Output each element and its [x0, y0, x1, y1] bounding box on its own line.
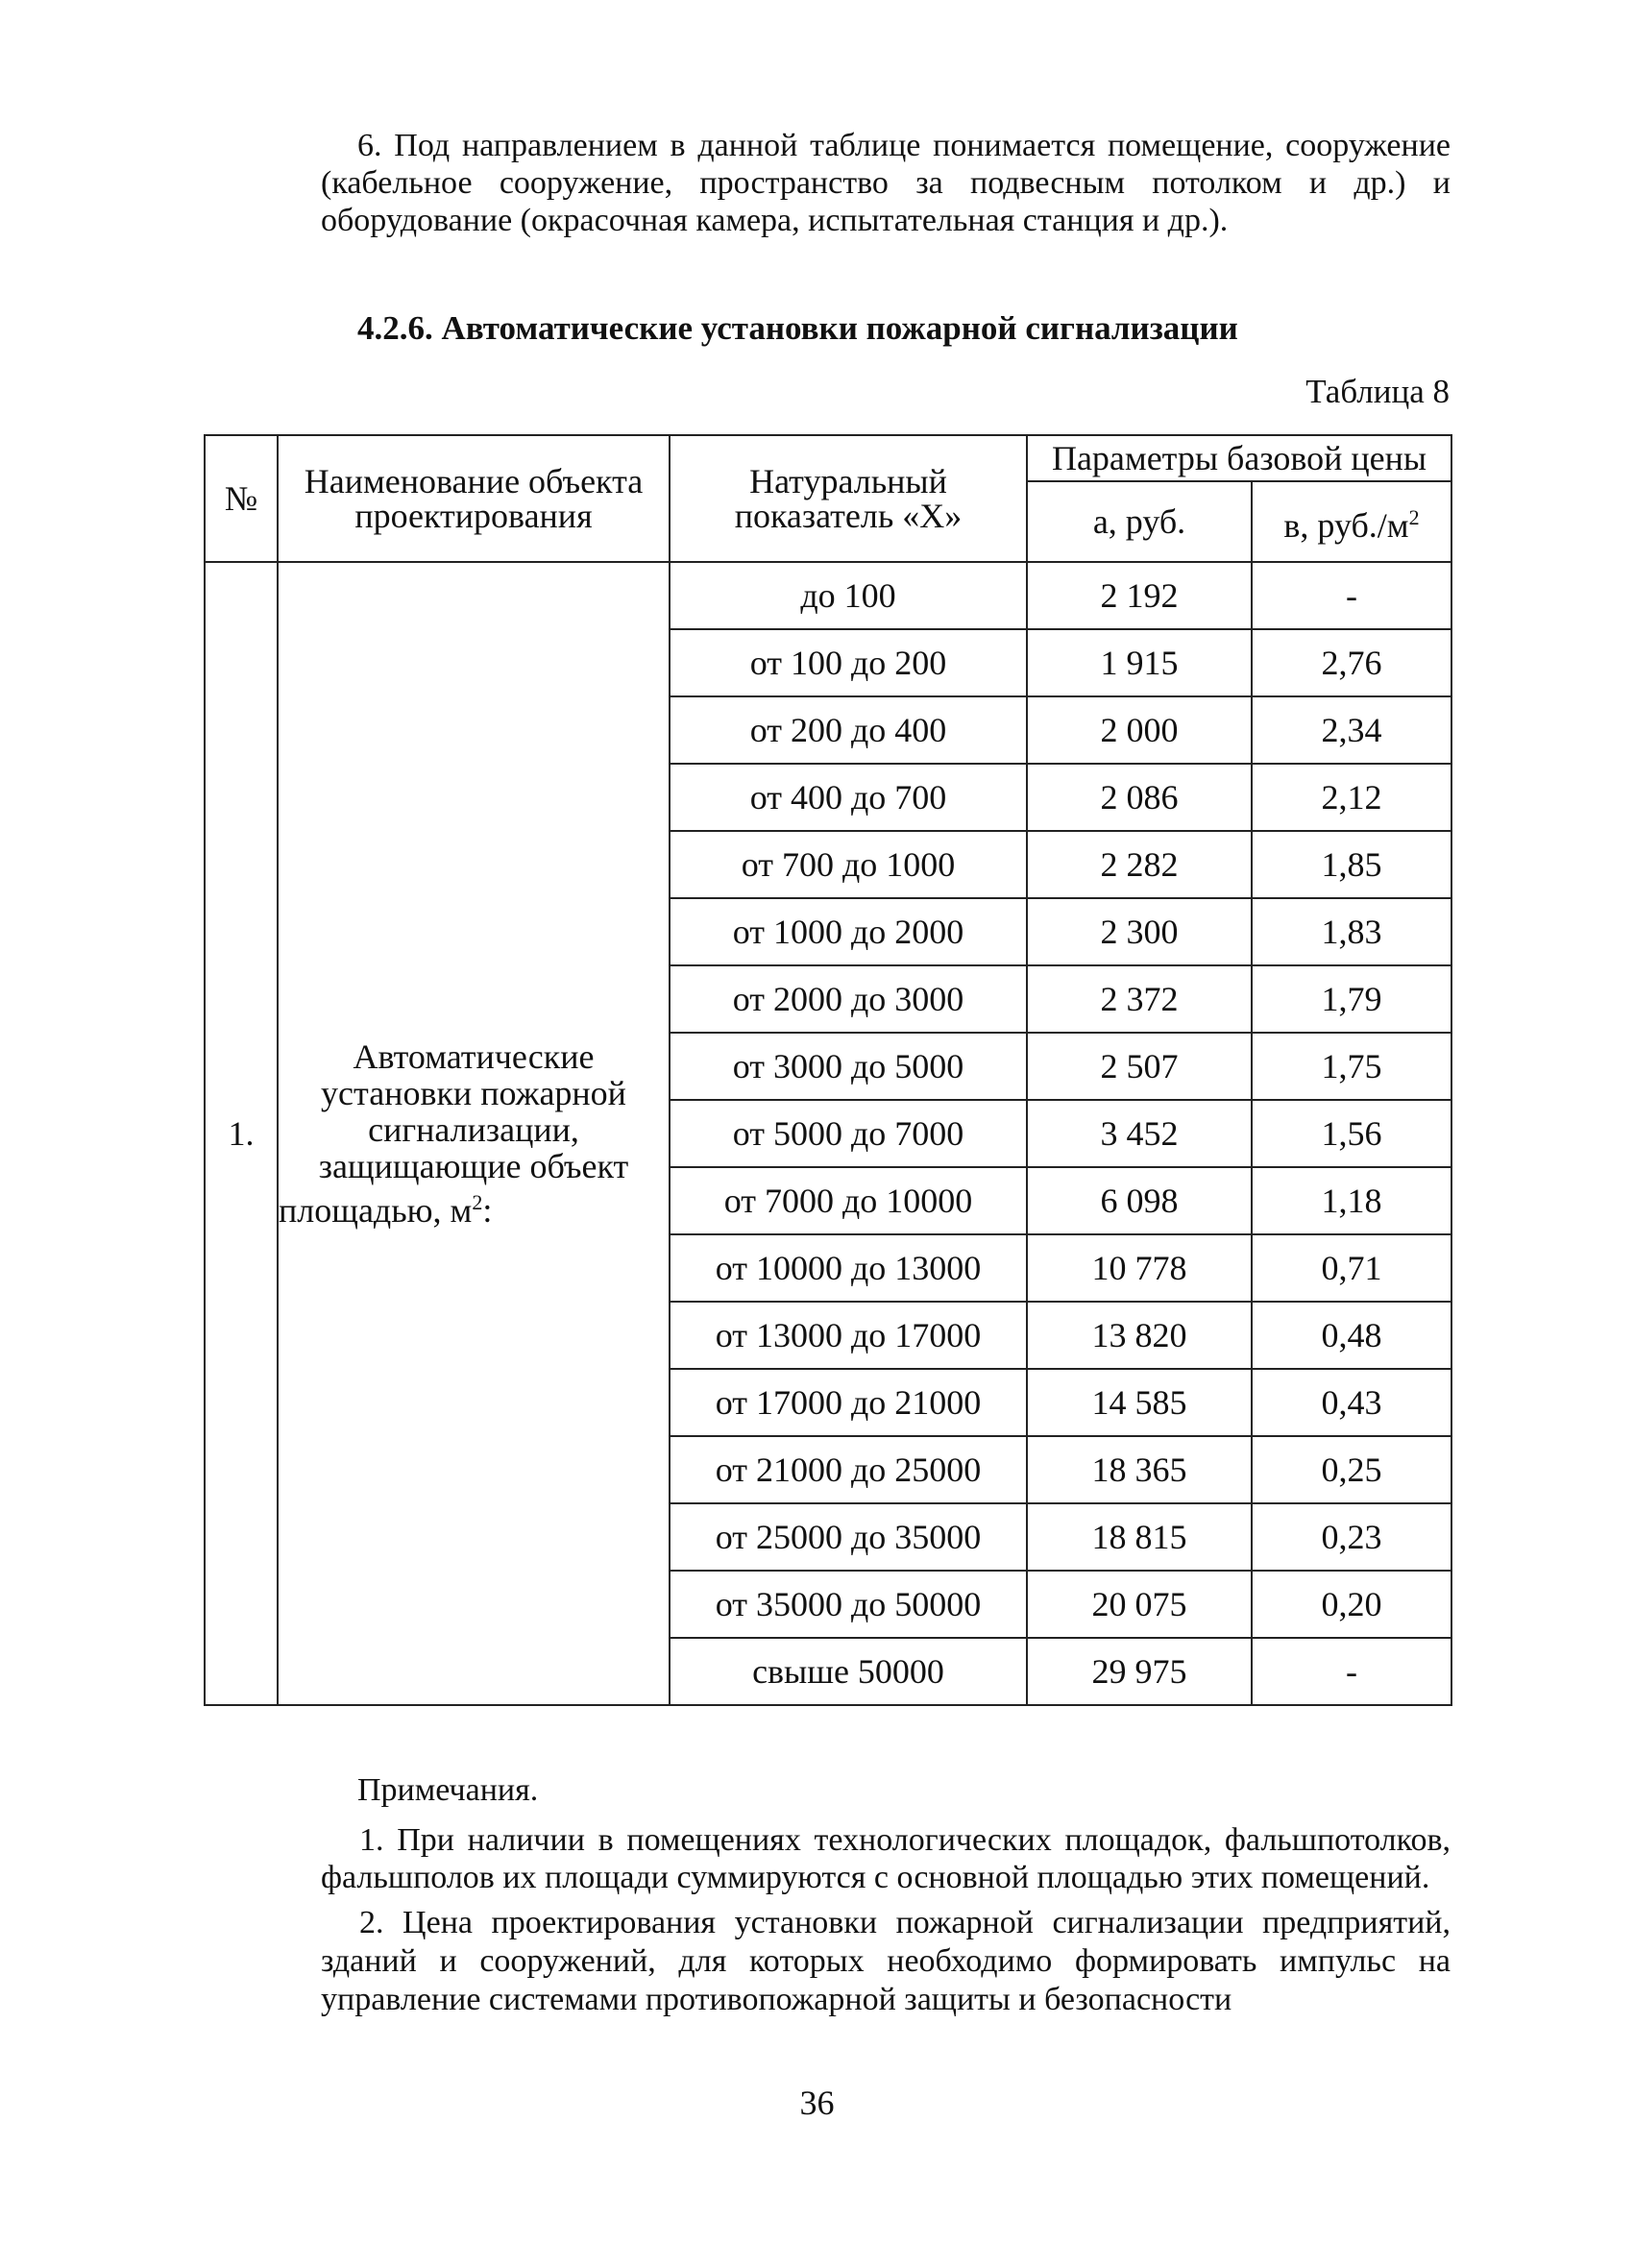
note-6: 6. Под направлением в данной таблице понимается помещение, сооружение (кабельное сооружение, пространство за подвесным потолком и др.) и оборудование (окрасочная камера, испытательная станция и др.). — [321, 128, 1451, 238]
price-b-cell: 0,48 — [1252, 1302, 1451, 1369]
natural-indicator-cell: от 35000 до 50000 — [670, 1571, 1027, 1638]
row-number: 1. — [205, 562, 278, 1705]
price-a-cell: 2 086 — [1027, 764, 1252, 831]
natural-indicator-cell: от 200 до 400 — [670, 696, 1027, 764]
object-name-sup: 2 — [472, 1190, 483, 1214]
natural-indicator-cell: от 17000 до 21000 — [670, 1369, 1027, 1436]
natural-indicator-cell: до 100 — [670, 562, 1027, 629]
natural-indicator-cell: от 400 до 700 — [670, 764, 1027, 831]
object-name-suffix: : — [482, 1191, 493, 1230]
price-a-cell: 2 282 — [1027, 831, 1252, 898]
object-name-text: Автоматические установки пожарной сигнализации, защищающие объект площадью, м — [279, 1037, 629, 1230]
price-b-cell: 0,25 — [1252, 1436, 1451, 1503]
price-a-cell: 18 815 — [1027, 1503, 1252, 1571]
price-a-cell: 2 000 — [1027, 696, 1252, 764]
natural-indicator-cell: от 25000 до 35000 — [670, 1503, 1027, 1571]
header-a: а, руб. — [1027, 481, 1252, 562]
header-b — [1252, 481, 1451, 562]
natural-indicator-cell: от 7000 до 10000 — [670, 1167, 1027, 1234]
price-a-cell: 29 975 — [1027, 1638, 1252, 1705]
header-natural-indicator: Натуральный показатель «Х» — [670, 435, 1027, 562]
natural-indicator-cell: от 10000 до 13000 — [670, 1234, 1027, 1302]
price-table-body — [205, 562, 1451, 1705]
price-b-cell: 1,79 — [1252, 965, 1451, 1033]
object-name — [278, 562, 670, 1705]
price-a-cell: 18 365 — [1027, 1436, 1252, 1503]
price-b-cell: 0,43 — [1252, 1369, 1451, 1436]
price-a-cell: 2 372 — [1027, 965, 1252, 1033]
table-row — [205, 562, 1451, 629]
price-a-cell: 2 192 — [1027, 562, 1252, 629]
price-a-cell: 14 585 — [1027, 1369, 1252, 1436]
price-b-cell: 1,83 — [1252, 898, 1451, 965]
section-title: 4.2.6. Автоматические установки пожарной сигнализации — [357, 309, 1238, 347]
price-b-cell: 0,23 — [1252, 1503, 1451, 1571]
price-b-cell: 0,20 — [1252, 1571, 1451, 1638]
price-b-cell: 2,34 — [1252, 696, 1451, 764]
natural-indicator-cell: от 2000 до 3000 — [670, 965, 1027, 1033]
natural-indicator-cell: от 13000 до 17000 — [670, 1302, 1027, 1369]
header-object-name: Наименование объекта проектирования — [278, 435, 670, 562]
price-a-cell: 2 300 — [1027, 898, 1252, 965]
price-table — [204, 434, 1452, 1706]
price-b-cell: - — [1252, 1638, 1451, 1705]
natural-indicator-cell: от 1000 до 2000 — [670, 898, 1027, 965]
price-b-cell: 1,75 — [1252, 1033, 1451, 1100]
natural-indicator-cell: от 21000 до 25000 — [670, 1436, 1027, 1503]
price-b-cell: - — [1252, 562, 1451, 629]
price-b-cell: 2,76 — [1252, 629, 1451, 696]
header-num: № — [205, 435, 278, 562]
header-base-price-params: Параметры базовой цены — [1027, 435, 1451, 481]
header-b-sup: 2 — [1408, 505, 1420, 529]
price-a-cell: 10 778 — [1027, 1234, 1252, 1302]
price-b-cell: 1,85 — [1252, 831, 1451, 898]
price-b-cell: 0,71 — [1252, 1234, 1451, 1302]
natural-indicator-cell: от 3000 до 5000 — [670, 1033, 1027, 1100]
price-a-cell: 2 507 — [1027, 1033, 1252, 1100]
price-b-cell: 2,12 — [1252, 764, 1451, 831]
price-a-cell: 3 452 — [1027, 1100, 1252, 1167]
note-2: 2. Цена проектирования установки пожарной сигнализации предприятий, зданий и сооружений, для которых необходимо формировать импульс на управление системами противопожарной защиты и безопасности — [321, 1905, 1451, 2017]
price-a-cell: 6 098 — [1027, 1167, 1252, 1234]
natural-indicator-cell: от 100 до 200 — [670, 629, 1027, 696]
price-a-cell: 13 820 — [1027, 1302, 1252, 1369]
price-b-cell: 1,56 — [1252, 1100, 1451, 1167]
price-b-cell: 1,18 — [1252, 1167, 1451, 1234]
notes-title: Примечания. — [357, 1772, 539, 1808]
price-a-cell: 1 915 — [1027, 629, 1252, 696]
price-a-cell: 20 075 — [1027, 1571, 1252, 1638]
header-b-text: в, руб./м — [1283, 506, 1409, 545]
page-number: 36 — [799, 2084, 835, 2122]
natural-indicator-cell: свыше 50000 — [670, 1638, 1027, 1705]
natural-indicator-cell: от 700 до 1000 — [670, 831, 1027, 898]
table-label: Таблица 8 — [1305, 373, 1450, 410]
note-1: 1. При наличии в помещениях технологических площадок, фальшпотолков, фальшполов их площади суммируются с основной площадью этих помещений. — [321, 1822, 1451, 1895]
natural-indicator-cell: от 5000 до 7000 — [670, 1100, 1027, 1167]
